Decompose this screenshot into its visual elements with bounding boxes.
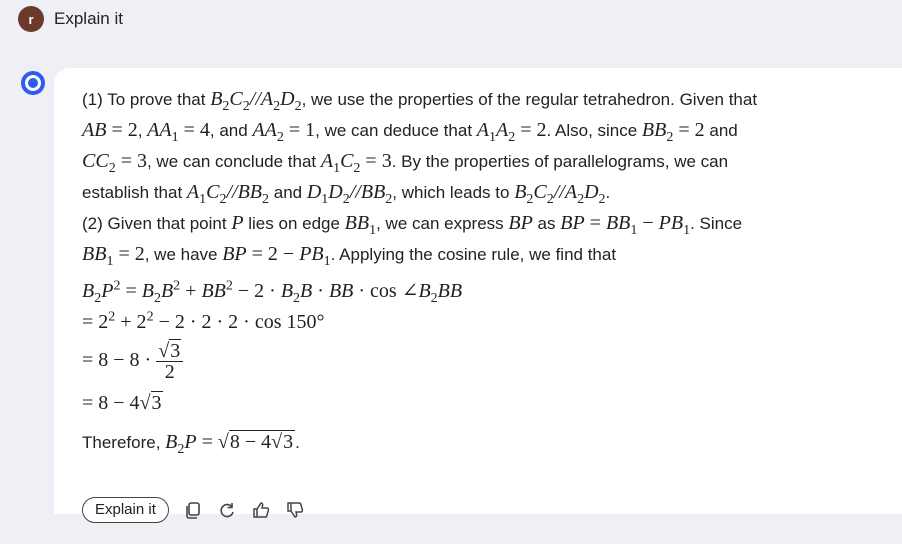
equation-cosine-rule: $B_2P^2 = B_2B^2 + BB^2 - 2 \cdot B_2B$ · BB · $\cos \angle B_2BB$ [82, 278, 463, 306]
answer-line-4: establish that $A_1C_2//BB_2$ and $D_1D_2//BB_2$, which leads to $B_2C_2//A_2D_2$. [82, 181, 611, 207]
thumbs-up-icon[interactable] [251, 500, 271, 520]
assistant-response-content [82, 84, 872, 458]
answer-conclusion: Therefore, $B_2P = √8 - 4√3$ . [82, 431, 300, 457]
copy-icon[interactable] [183, 500, 203, 520]
answer-line-3: $CC_2 = 3$, we can conclude that $A_1C_2 = 3$. By the properties of parallelograms, we can [82, 150, 729, 176]
answer-line-2: AB = 2, $AA_1 = 4$, and $AA_2 = 1$, we can deduce that $A_1A_2 = 2$. Also, since $BB_2 = 2$ and [82, 119, 738, 145]
user-avatar: r [18, 6, 44, 32]
user-message-row [18, 6, 123, 32]
user-message-text: Explain it [54, 9, 123, 28]
regenerate-icon[interactable] [217, 500, 237, 520]
answer-line-6: $BB_1 = 2$, we have BP = $2 - PB_1$. Applying the cosine rule, we find that [82, 243, 617, 269]
explain-it-button[interactable]: Explain it [82, 497, 169, 523]
thumbs-down-icon[interactable] [285, 500, 305, 520]
assistant-logo-icon [20, 70, 46, 96]
equation-step-2: = 8 − 8 · $\frac{√3}{2}$ [82, 332, 872, 388]
answer-line-1: (1) To prove that $B_2C_2//A_2D_2$, we use the properties of the regular tetrahedron. Given that [82, 88, 758, 114]
equation-step-3: = 8 − 4√3 [82, 392, 162, 414]
answer-line-5: (2) Given that point P lies on edge $BB_1$, we can express BP as BP = $BB_1 - PB_1$. Since [82, 212, 743, 238]
equation-step-1: = $2^2 + 2^2 - 2 \cdot 2 \cdot 2 \cdot \cos 150^\circ$ [82, 309, 325, 333]
response-actions [82, 496, 305, 524]
